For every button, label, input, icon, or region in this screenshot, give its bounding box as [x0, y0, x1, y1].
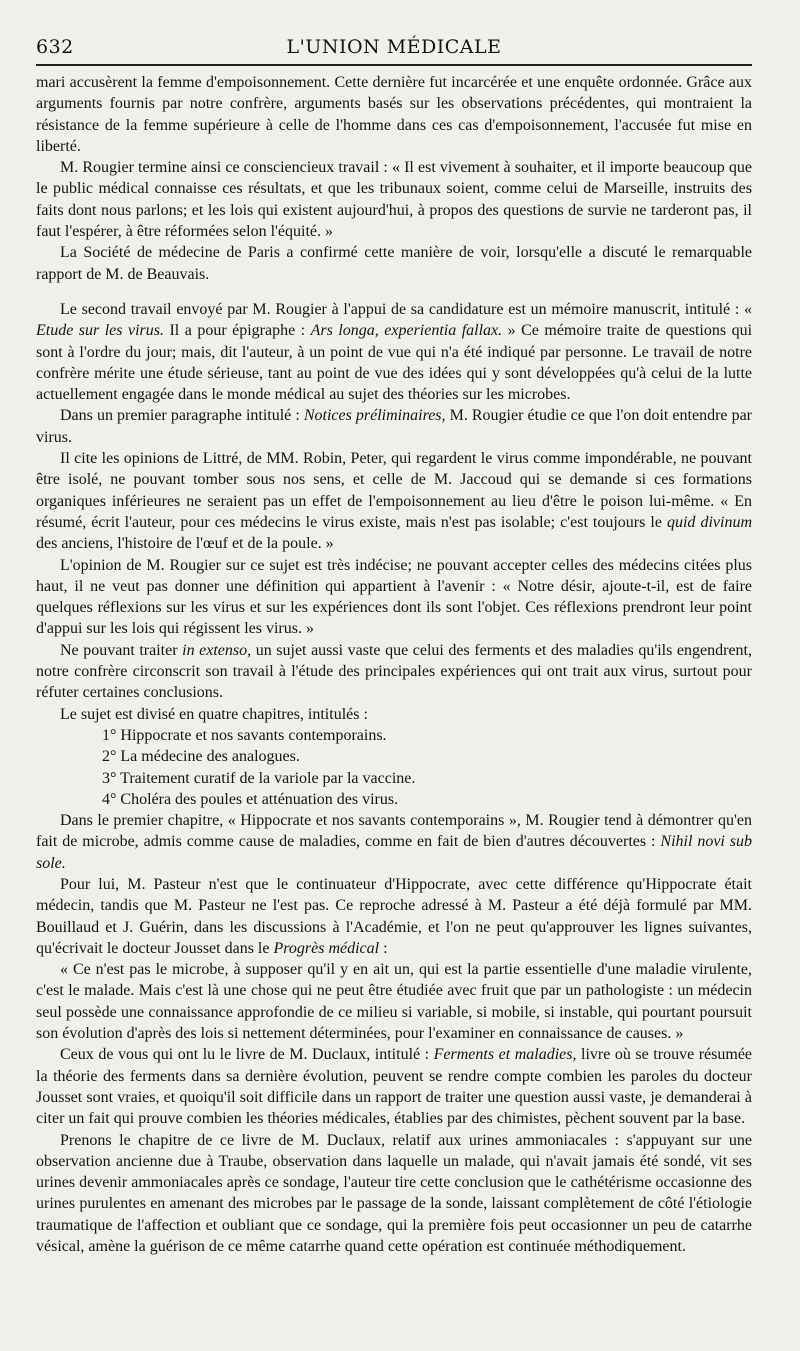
section-title: Notices préliminaires,	[303, 407, 446, 425]
paragraph: Pour lui, M. Pasteur n'est que le continuateur d'Hippocrate, avec cette différence qu'Hippocrate était médecin, tandis que M. Pasteur ne l'est pas. Ce reproche adressé à M. Pasteur a été déjà formulé par MM. Bouillaud et J. Guérin, dans les discussions à l'Académie, et l'on ne peut qu'approuver les lignes suivantes, qu'écrivait le docteur Jousset dans le Progrès médical :	[36, 875, 752, 957]
header-rule	[36, 64, 752, 66]
paragraph: M. Rougier termine ainsi ce consciencieux travail : « Il est vivement à souhaiter, et il importe beaucoup que le public médical connaisse ces résultats, et que les tribunaux soient, comme celui de Marseille, instruits des faits dont nous parlons; et les lois qui existent aujourd'hui, à propos des questions de survie ne tarderont pas, il faut l'espérer, à être réformées selon l'équité. »	[36, 159, 752, 241]
paragraph: Ceux de vous qui ont lu le livre de M. Duclaux, intitulé : Ferments et maladies, livre où se trouve résumée la théorie des ferments dans sa dernière évolution, peuvent se rendre compte combien les paroles du docteur Jousset sont vraies, et quoiqu'il soit difficile dans un rapport de traiter une question aussi vaste, je demanderai à citer un fait qui prouve combien les théories médicales, établies par des chimistes, pèchent souvent par la base.	[36, 1046, 753, 1128]
page-header	[36, 36, 752, 58]
paragraph: Le sujet est divisé en quatre chapitres, intitulés :	[60, 705, 368, 723]
memoir-title: Etude sur les virus.	[36, 322, 164, 340]
paragraph: Dans un premier paragraphe intitulé : Notices préliminaires, M. Rougier étudie ce que l'on doit entendre par virus.	[36, 407, 752, 446]
book-title: Ferments et maladies,	[433, 1046, 577, 1064]
paragraph: La Société de médecine de Paris a confirmé cette manière de voir, lorsqu'elle a discuté le remarquable rapport de M. de Beauvais.	[36, 244, 752, 283]
paragraph: Ne pouvant traiter in extenso, un sujet aussi vaste que celui des ferments et des maladies qu'ils engendrent, notre confrère circonscrit son travail à l'étude des principales expériences qui ont trait aux virus, surtout pour réfuter certaines conclusions.	[36, 641, 752, 702]
chapter-list	[36, 725, 752, 810]
paragraph: Dans le premier chapitre, « Hippocrate et nos savants contemporains », M. Rougier tend à démontrer qu'en fait de microbe, admis comme cause de maladies, comme en fait de bien d'autres découvertes : Nihil novi sub sole.	[36, 812, 752, 872]
article-body	[36, 72, 752, 1257]
paragraph: mari accusèrent la femme d'empoisonnement. Cette dernière fut incarcérée et une enquête ordonnée. Grâce aux arguments fournis par notre confrère, arguments basés sur les observations précédentes, qui montraient la résistance de la femme supérieure à celle de l'homme dans ces cas d'empoisonnement, l'accusée fut mise en liberté.	[36, 74, 752, 155]
list-item: 2° La médecine des analogues.	[102, 748, 300, 766]
list-item: 4° Choléra des poules et atténuation des virus.	[102, 790, 399, 808]
epigraph: Ars longa, experientia fallax.	[310, 322, 503, 340]
latin-phrase: quid divinum	[666, 513, 753, 531]
latin-phrase: Nihil novi sub sole.	[36, 833, 752, 872]
paragraph: L'opinion de M. Rougier sur ce sujet est très indécise; ne pouvant accepter celles des médecins citées plus haut, il ne veut pas donner une définition qui appartient à l'avenir : « Notre désir, ajoute-t-il, est de faire quelques réflexions sur les virus et sur les expériences dont ils sont l'objet. Ces réflexions prendront leur point d'appui sur les lois qui régissent les virus. »	[36, 556, 752, 638]
paragraph: Il cite les opinions de Littré, de MM. Robin, Peter, qui regardent le virus comme impondérable, ne pouvant être isolé, ne pouvant tomber sous nos sens, et celle de M. Jaccoud qui se demande si ces formations organiques inférieures ne seraient pas un effet de l'empoisonnement au lieu d'être le poison lui-même. « En résumé, écrit l'auteur, pour ces médecins le virus existe, mais n'est pas isolable; c'est toujours le quid divinum des anciens, l'histoire de l'œuf et de la poule. »	[36, 450, 753, 553]
paragraph: Prenons le chapitre de ce livre de M. Duclaux, relatif aux urines ammoniacales : s'appuyant sur une observation ancienne due à Traube, observation dans laquelle un malade, qui n'avait jamais été sondé, vit ses urines devenir ammoniacales après ce sondage, l'auteur tire cette conclusion que le cathétérisme occasionne des urines purulentes en amenant des microbes par le passage de la sonde, laissant complètement de côté l'étiologie traumatique de l'affection et oubliant que ce sondage, qui la première fois peut occasionner un peu de catarrhe vésical, amène la guérison de ce même catarrhe quand cette opération est continuée méthodiquement.	[36, 1131, 752, 1256]
list-item: 1° Hippocrate et nos savants contemporains.	[102, 726, 387, 744]
quotation: « Ce n'est pas le microbe, à supposer qu'il y en ait un, qui est la partie essentielle d'une maladie virulente, c'est le malade. Mais c'est là une chose qui ne peut être étudiée avec fruit que par un pathologiste : un médecin seul possède une connaissance approfondie de ce milieu si variable, si mobile, si instable, qui pourtant poursuit son évolution d'après des lois si nettement déterminées, pour l'examiner en connaissance de causes. »	[36, 961, 752, 1043]
list-item: 3° Traitement curatif de la variole par la vaccine.	[102, 769, 416, 787]
page-number: 632	[36, 36, 74, 58]
paragraph: Le second travail envoyé par M. Rougier à l'appui de sa candidature est un mémoire manuscrit, intitulé : « Etude sur les virus. Il a pour épigraphe : Ars longa, experientia fallax. » Ce mémoire traite de questions qui sont à l'ordre du jour; mais, dit l'auteur, à un point de vue qui n'a été indiqué par personne. Le travail de notre confrère mérite une étude sérieuse, tant au point de vue des idées qui y sont développées qu'à celui de la lutte actuellement engagée dans le monde médical au sujet des théories sur les microbes.	[36, 300, 753, 404]
journal-name: Progrès médical	[273, 939, 380, 957]
latin-phrase: in extenso,	[182, 641, 252, 659]
running-title: L'UNION MÉDICALE	[286, 36, 502, 58]
